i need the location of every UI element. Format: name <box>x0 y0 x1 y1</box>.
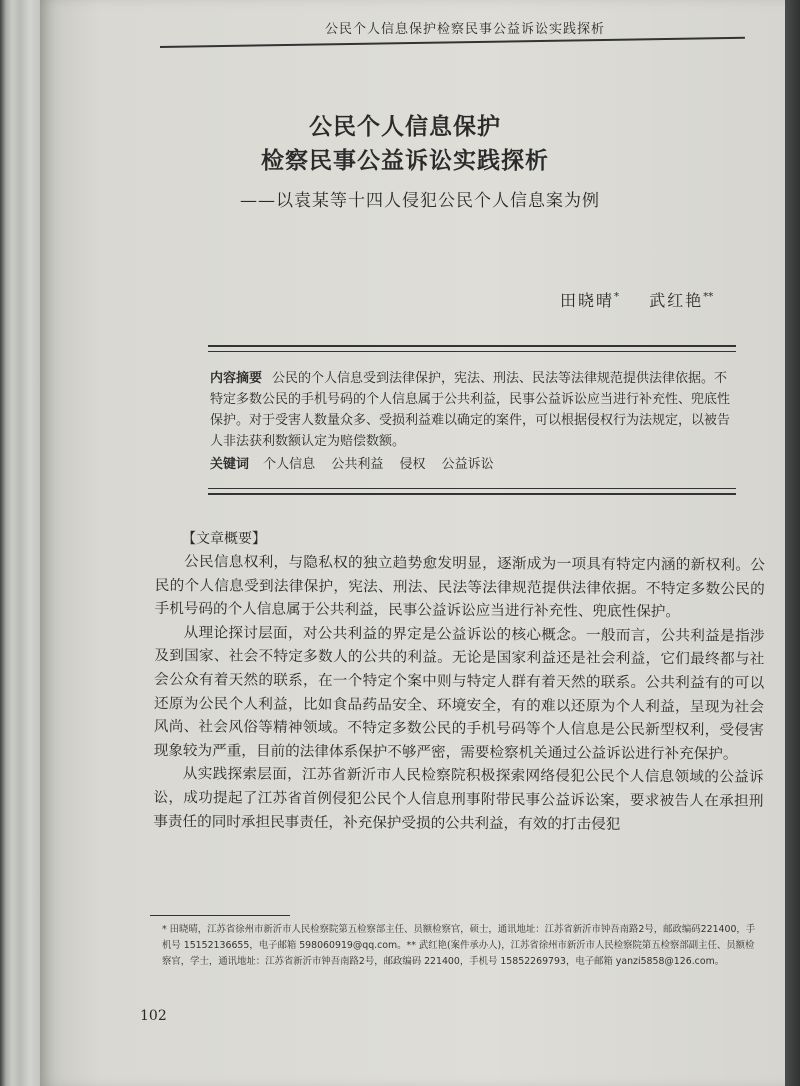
body-paragraph: 公民信息权利，与隐私权的独立趋势愈发明显，逐渐成为一项具有特定内涵的新权利。公民的个人信息受到法律保护，宪法、刑法、民法等法律规范提供法律依据。不特定多数公民的手机号码的个人信息属于公共利益，民事公益诉讼应当进行补充性、兜底性保护。 <box>154 553 765 621</box>
abstract <box>210 368 730 452</box>
body-paragraph: 从理论探讨层面，对公共利益的界定是公益诉讼的核心概念。一般而言，公共利益是指涉及到国家、社会不特定多数人的公共的利益。无论是国家利益还是社会利益，它们最终都与社会公众有着天然的联系，在一个特定个案中则与特定人群有着天然的联系。公共利益有的可以还原为公民个人利益，比如食品药品安全、环境安全，有的难以还原为个人利益，呈现为社会风尚、社会风俗等精神领域。不特定多数公民的手机号码等个人信息是公民新型权利，受侵害现象较为严重，目前的法律体系保护不够严密，需要检察机关通过公益诉讼进行补充保护。 <box>153 623 765 763</box>
body-paragraph: 从实践探索层面，江苏省新沂市人民检察院积极探索网络侵犯公民个人信息领域的公益诉讼，成功提起了江苏省首例侵犯公民个人信息刑事附带民事公益诉讼案，要求被告人在承担刑事责任的同时承担民事责任，补充保护受损的公共利益，有效的打击侵犯 <box>153 765 764 833</box>
abstract-top-rule-thin <box>208 351 736 352</box>
keyword-item: 侵权 <box>399 457 426 472</box>
running-head: 公民个人信息保护检察民事公益诉讼实践探析 <box>324 22 605 37</box>
keyword-item: 公共利益 <box>331 457 384 472</box>
keyword-item: 个人信息 <box>263 457 316 472</box>
author-2-mark: ** <box>703 291 714 303</box>
keywords-label: 关键词 <box>210 457 250 472</box>
body-text <box>153 550 765 837</box>
book-edge-shadow <box>785 0 800 1086</box>
section-heading: 【文章概要】 <box>182 531 266 547</box>
authors <box>560 288 713 311</box>
author-1-mark: * <box>614 291 620 303</box>
abstract-label: 内容摘要 <box>210 371 263 386</box>
article-subtitle: ——以袁某等十四人侵犯公民个人信息案为例 <box>240 191 600 211</box>
author-2: 武红艳 <box>649 291 704 310</box>
footnote-rule <box>150 915 290 916</box>
abstract-text: 公民的个人信息受到法律保护，宪法、刑法、民法等法律规范提供法律依据。不特定多数公民的手机号码的个人信息属于公共利益，民事公益诉讼应当进行补充性、兜底性保护。对于受害人数量众多、受损利益难以确定的案件，可以根据侵权行为法规定，以被告人非法获利数额认定为赔偿数额。 <box>210 371 731 449</box>
article-title-line-2: 检察民事公益诉讼实践探析 <box>261 147 549 174</box>
keywords <box>210 454 730 475</box>
footnote: * 田晓晴，江苏省徐州市新沂市人民检察院第五检察部主任、员额检察官，硕士，通讯地址：江苏省新沂市钟吾南路2号，邮政编码221400，手机号 15152136655，电子邮箱 598060919@qq.com。** 武红艳(案件承办人)，江苏省徐州市新沂市人民检察院第五检察部副主任、员额检察官，学士，通讯地址：江苏省新沂市钟吾南路2号，邮政编码 221400，手机号 15852269793，电子邮箱 yanzi5858@126.com。 <box>162 924 756 967</box>
abstract-bottom-rule-thin <box>208 488 736 489</box>
author-1: 田晓晴 <box>560 291 615 310</box>
abstract-block <box>210 368 730 475</box>
article-title-line-1: 公民个人信息保护 <box>309 113 501 140</box>
article-title-block <box>200 110 610 211</box>
book-page-stack <box>0 0 40 1086</box>
abstract-top-rule <box>208 345 736 347</box>
page-number: 102 <box>140 1008 167 1024</box>
abstract-bottom-rule <box>208 493 736 495</box>
keyword-item: 公益诉讼 <box>441 457 494 472</box>
